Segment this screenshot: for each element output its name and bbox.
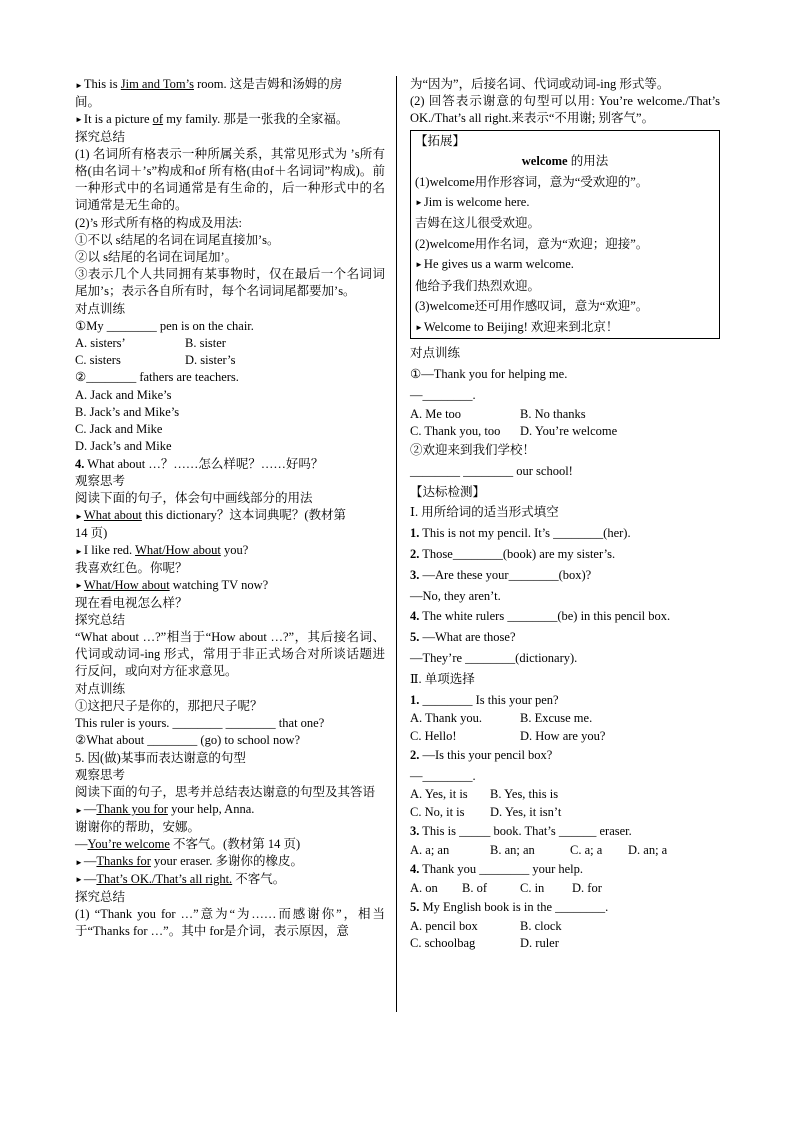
- box-line: (1)welcome用作形容词，意为“受欢迎的”。: [415, 174, 649, 189]
- triangle-bullet-icon: ►: [415, 322, 423, 332]
- column-divider: [396, 76, 397, 1012]
- section-title: Ⅰ. 用所给词的适当形式填空: [410, 505, 559, 520]
- section-heading: 对点训练: [75, 301, 126, 316]
- question: 5. —What are those?: [410, 630, 516, 645]
- question: 3. —Are these your________(box)?: [410, 567, 592, 582]
- option: A. Jack and Mike’s: [75, 387, 172, 402]
- paragraph: (2) 回答表示谢意的句型可以用: You’re welcome./That’s OK./That’s all right.来表示“不用谢; 别客气”。: [410, 94, 720, 126]
- example-sentence: ►What about this dictionary？这本词典呢？(教材第: [75, 508, 347, 523]
- example-sentence: ►—Thank you for your help, Anna.: [75, 802, 255, 817]
- left-column: [75, 76, 385, 940]
- rule-item: ③表示几个人共同拥有某事物时，仅在最后一个名词词尾加’s；表示各自所有时，每个名词词尾都要加’s。: [75, 267, 385, 299]
- example-sentence: ►—Thanks for your eraser. 多谢你的橡皮。: [75, 854, 303, 869]
- right-column: [410, 76, 720, 952]
- question: ①这把尺子是你的，那把尺子呢？: [75, 698, 263, 713]
- options-row: A. a; an B. an; an C. a; a D. an; a: [410, 842, 668, 857]
- question: ②欢迎来到我们学校！: [410, 443, 536, 458]
- question: 1. This is not my pencil. It’s ________(her).: [410, 526, 631, 541]
- section-heading: 【达标检测】: [410, 484, 486, 499]
- example-sentence: ►This is Jim and Tom’s room. 这是吉姆和汤姆的房: [75, 77, 343, 91]
- rule-item: ①不以 s结尾的名词在词尾直接加’s。: [75, 232, 280, 247]
- triangle-bullet-icon: ►: [75, 857, 83, 867]
- question: 4. The white rulers ________(be) in this pencil box.: [410, 609, 671, 624]
- triangle-bullet-icon: ►: [75, 511, 83, 521]
- triangle-bullet-icon: ►: [75, 115, 83, 125]
- question: 4. Thank you ________ your help.: [410, 861, 584, 876]
- box-line: (3)welcome还可用作感叹词，意为“欢迎”。: [415, 299, 649, 314]
- answer-line: —They’re ________(dictionary).: [410, 651, 578, 665]
- triangle-bullet-icon: ►: [75, 875, 83, 885]
- box-heading: 【拓展】: [415, 133, 466, 148]
- options-row: A. Me too B. No thanks: [410, 406, 586, 421]
- option: B. Jack’s and Mike’s: [75, 404, 180, 419]
- example-sentence-cont: 我喜欢红色。你呢？: [75, 560, 188, 575]
- question: 3. This is _____ book. That’s ______ eraser.: [410, 823, 632, 838]
- options-row: A. Yes, it is B. Yes, this is: [410, 787, 559, 802]
- options-row: C. Hello! D. How are you?: [410, 728, 606, 743]
- answer-line: —________.: [410, 768, 476, 783]
- section-heading: 对点训练: [75, 681, 126, 696]
- rule-item: ②以 s结尾的名词在词尾加’。: [75, 250, 238, 265]
- options-row: A. on B. of C. in D. for: [410, 880, 602, 895]
- section-heading: 对点训练: [410, 346, 461, 361]
- option: D. Jack’s and Mike: [75, 439, 172, 454]
- box-line: 他给予我们热烈欢迎。: [415, 278, 541, 293]
- box-line: (2)welcome用作名词，意为“欢迎；迎接”。: [415, 236, 649, 251]
- box-title: welcome 的用法: [521, 154, 609, 169]
- example-sentence: ►—That’s OK./That’s all right. 不客气。: [75, 871, 286, 886]
- options-row: C. schoolbag D. ruler: [410, 935, 559, 950]
- example-sentence: ►What/How about watching TV now?: [75, 577, 269, 592]
- box-line: 吉姆在这儿很受欢迎。: [415, 216, 541, 231]
- section-title: 5. 因(做)某事而表达谢意的句型: [75, 750, 246, 765]
- question: —________.: [410, 387, 476, 402]
- question: ②What about ________ (go) to school now?: [75, 733, 301, 748]
- question: 2. Those________(book) are my sister’s.: [410, 547, 616, 562]
- section-title: Ⅱ. 单项选择: [410, 671, 475, 686]
- section-heading: 探究总结: [75, 129, 126, 144]
- example-sentence: ►It is a picture of my family. 那是一张我的全家福。: [75, 111, 349, 126]
- extension-box: [410, 130, 720, 340]
- section-heading: 探究总结: [75, 612, 126, 627]
- box-line: ►Jim is welcome here.: [415, 195, 530, 210]
- section-heading: 探究总结: [75, 889, 126, 904]
- question: ________ ________ our school!: [410, 463, 573, 478]
- options-row: C. Thank you, too D. You’re welcome: [410, 423, 618, 438]
- section-heading: 观察思考: [75, 767, 126, 782]
- example-sentence-cont: 间。: [75, 94, 101, 109]
- paragraph: (1) 名词所有格表示一种所属关系，其常见形式为 ’s所有格(由名词＋’s”构成和of 所有格(由of＋名词词”构成)。前一种形式中的名词通常是有生命的，后一种形式中的名词通常是无生命的。: [75, 146, 385, 213]
- example-sentence: —You’re welcome 不客气。(教材第 14 页): [75, 837, 301, 852]
- paragraph: (1) “Thank you for …”意为“为……而感谢你”，相当于“Thanks for …”。其中 for是介词，表示原因，意: [75, 906, 385, 939]
- example-sentence: ►I like red. What/How about you?: [75, 543, 249, 558]
- question: ①My ________ pen is on the chair.: [75, 318, 254, 333]
- section-heading: 观察思考: [75, 473, 126, 488]
- question: 2. —Is this your pencil box?: [410, 747, 553, 762]
- option: C. Jack and Mike: [75, 422, 163, 437]
- triangle-bullet-icon: ►: [75, 805, 83, 815]
- paragraph-cont: 为“因为”，后接名词、代词或动词-ing 形式等。: [410, 77, 670, 91]
- options-row: A. sisters’ B. sister: [75, 336, 226, 351]
- triangle-bullet-icon: ►: [75, 581, 83, 591]
- triangle-bullet-icon: ►: [415, 197, 423, 207]
- paragraph: (2)’s 形式所有格的构成及用法:: [75, 215, 243, 230]
- question: ①—Thank you for helping me.: [410, 367, 568, 382]
- options-row: A. pencil box B. clock: [410, 918, 562, 933]
- question: ②________ fathers are teachers.: [75, 370, 239, 385]
- triangle-bullet-icon: ►: [75, 80, 83, 90]
- triangle-bullet-icon: ►: [415, 260, 423, 270]
- paragraph: “What about …?”相当于“How about …?”，其后接名词、代词或动词-ing 形式，常用于非正式场合对所谈话题进行反问，或向对方征求意见。: [75, 630, 385, 679]
- example-sentence-cont: 14 页): [75, 525, 108, 540]
- options-row: C. No, it is D. Yes, it isn’t: [410, 804, 562, 819]
- options-row: A. Thank you. B. Excuse me.: [410, 711, 593, 726]
- section-title: 4. What about …？……怎么样呢？……好吗？: [75, 456, 324, 471]
- instruction: 阅读下面的句子，思考并总结表达谢意的句型及其答语: [75, 784, 376, 799]
- question: 1. ________ Is this your pen?: [410, 692, 559, 707]
- question: This ruler is yours. ________ ________ that one?: [75, 716, 325, 731]
- triangle-bullet-icon: ►: [75, 546, 83, 556]
- example-sentence-cont: 谢谢你的帮助，安娜。: [75, 819, 201, 834]
- options-row: C. sisters D. sister’s: [75, 353, 236, 368]
- box-line: ►He gives us a warm welcome.: [415, 257, 574, 272]
- box-line: ►Welcome to Beijing! 欢迎来到北京！: [415, 319, 619, 334]
- answer-line: —No, they aren’t.: [410, 588, 501, 603]
- question: 5. My English book is in the ________.: [410, 899, 609, 914]
- instruction: 阅读下面的句子，体会句中画线部分的用法: [75, 490, 313, 505]
- example-sentence-cont: 现在看电视怎么样？: [75, 595, 188, 610]
